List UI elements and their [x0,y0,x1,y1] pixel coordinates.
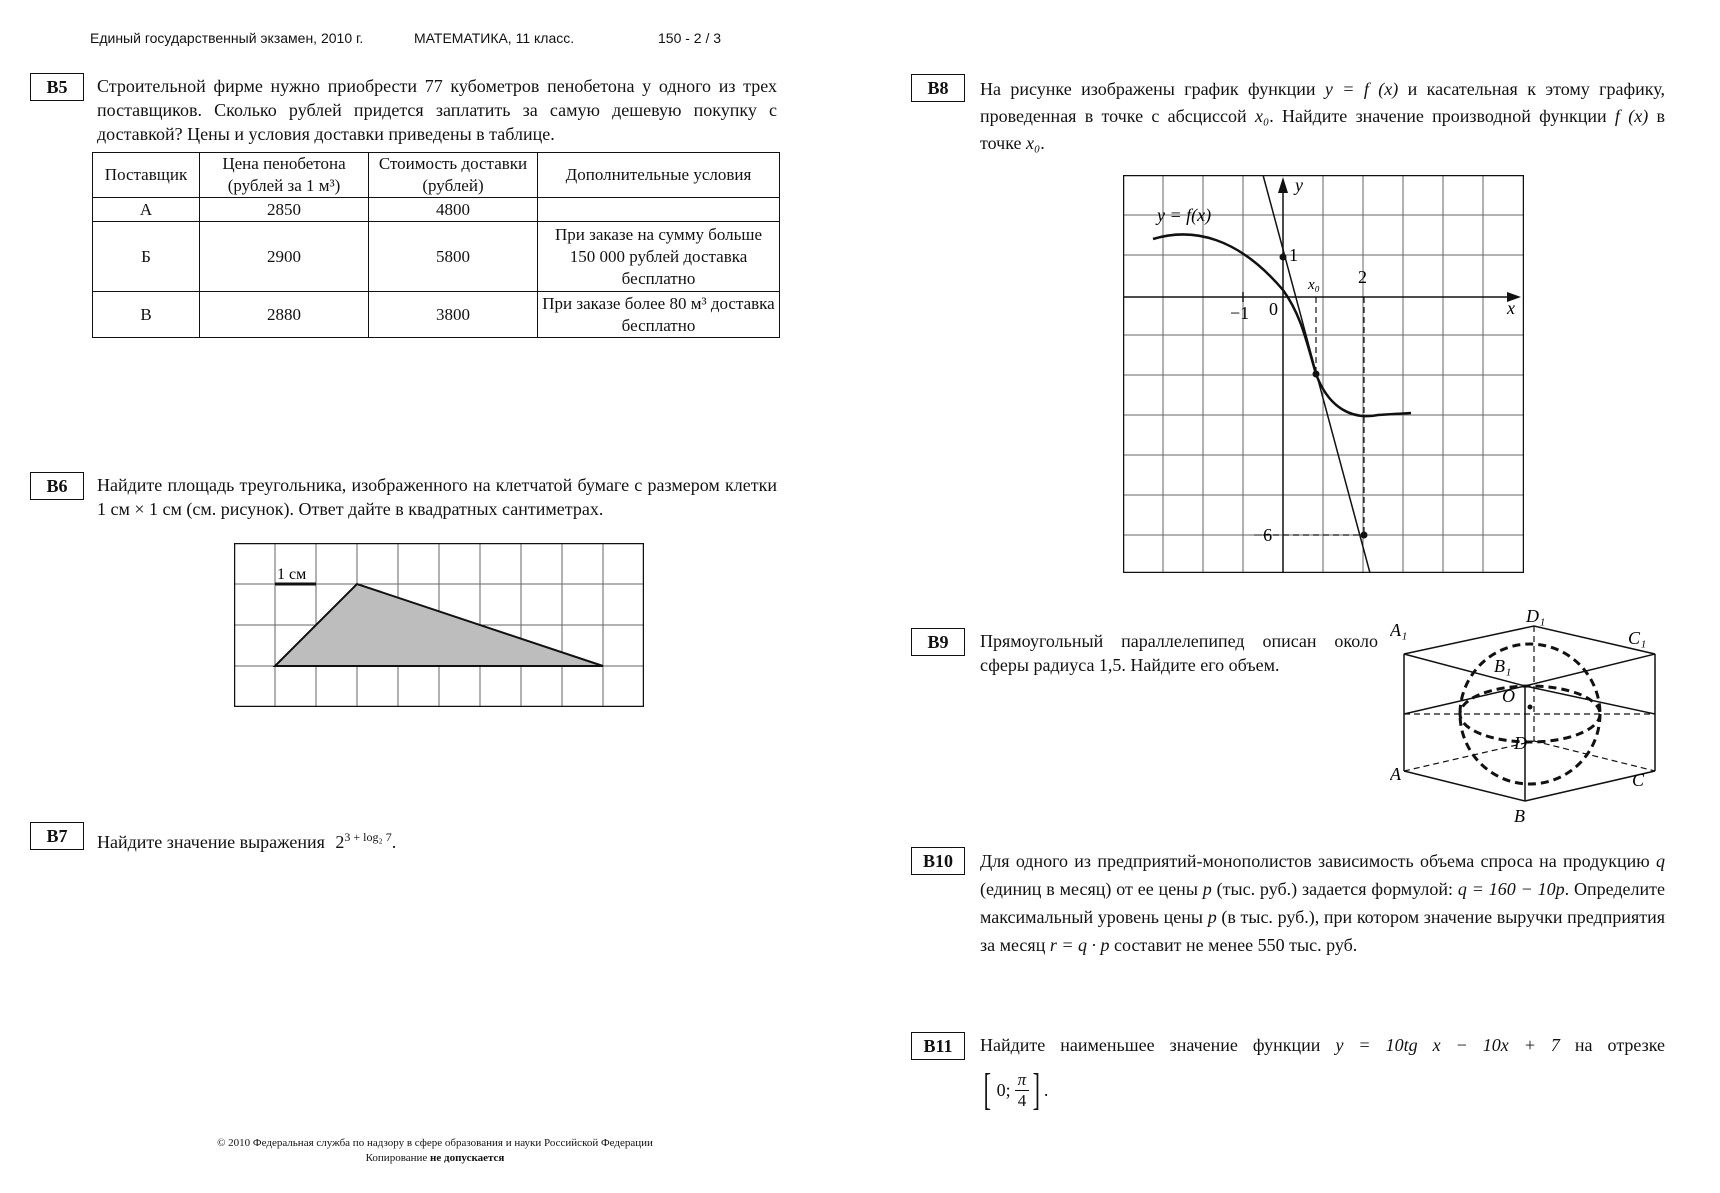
table-cell: При заказе более 80 м³ доставка бесплатно [538,292,780,338]
b7-text: Найдите значение выражения [97,832,325,852]
b10-text-2: (единиц в месяц) от ее цены [980,879,1198,899]
b10-text-5: (в тыс. руб.), при котором значение выручки предприятия за месяц [980,907,1666,955]
table-cell: 4800 [369,198,538,222]
b8-x0b: x₀ [1026,133,1041,153]
table-cell: 2880 [200,292,369,338]
point-b1: B₁ [1494,656,1512,676]
b9-text: Прямоугольный параллелепипед описан около сферы радиуса 1,5. Найдите его объем. [980,631,1378,675]
table-row [93,292,780,338]
table-cell: А [93,198,200,222]
b8-text: На рисунке изображены график функции y = f (x) и касательная к этому графику, проведенная в точке с абсциссой x₀. Найдите значение производной функции f (x) в точке x₀. [980,79,1666,153]
point-b: B [1514,806,1525,826]
b10-p2: p [1207,907,1217,927]
table-cell: В [93,292,200,338]
b10-text-3: (тыс. руб.) задается формулой: [1216,879,1454,899]
b8-text-1: На рисунке изображены график функции [980,79,1316,99]
table-cell [538,198,780,222]
b8-x0: x₀ [1254,106,1270,126]
tick-x0: x₀ [1308,277,1320,293]
segment-fraction [1015,1070,1030,1111]
b5-label: B5 [30,73,84,101]
b6-text: Найдите площадь треугольника, изображенного на клетчатой бумаге с размером клетки 1 см × 1 см (см. рисунок). Ответ дайте в квадратных сантиметрах. [97,475,777,519]
x-axis-label: x [1507,298,1515,318]
tick-minus6: −6 [1253,525,1273,545]
footer-copyright: © 2010 Федеральная служба по надзору в сфере образования и науки Российской Федерации [217,1137,653,1149]
expr-base: 2 [335,832,345,852]
b11-text-1: Найдите наименьшее значение функции [980,1035,1321,1055]
table-header-row [93,153,780,198]
b10-p: p [1202,879,1212,899]
table-cell: Б [93,222,200,292]
table-cell: 2900 [200,222,369,292]
tick-0: 0 [1269,299,1278,319]
b11-text [980,1033,1665,1057]
header-exam: Единый государственный экзамен, 2010 г. [90,30,364,46]
scale-label: 1 см [277,566,307,583]
b9-label: B9 [911,628,965,656]
b5-text: Строительной фирме нужно приобрести 77 кубометров пенобетона у одного из трех поставщиков. Сколько рублей придется заплатить за самую дешевую покупку с доставкой? Цены и условия доставки приведены в таблице. [97,76,777,144]
point-c1: C₁ [1628,628,1647,648]
point-d: D [1514,733,1527,753]
fraction-denominator: 4 [1017,1090,1027,1110]
table-row [93,222,780,292]
table-cell: 2850 [200,198,369,222]
function-curve [1153,234,1411,416]
b11-segment: [ 0; $\frac{\pi}{4}$ ] . [983,1065,1049,1114]
b11-text-2: на отрезке [1574,1035,1666,1055]
point-a: A [1390,764,1401,784]
fraction-numerator: π [1015,1070,1030,1091]
table-cell: При заказе на сумму больше 150 000 рублей доставка бесплатно [538,222,780,292]
b7-line [97,825,497,854]
b8-fx2: f (x) [1614,106,1649,126]
suppliers-table [92,152,780,338]
point-d1: D₁ [1526,606,1546,626]
derivative-graph [1123,175,1524,573]
b11-func: y = 10tg x − 10x + 7 [1335,1035,1560,1055]
header-subject: МАТЕМАТИКА, 11 класс. [414,30,575,46]
b6-label: B6 [30,472,84,500]
b10-label: B10 [911,847,965,875]
tick-2: 2 [1358,267,1367,287]
b10-r: r = q · p [1049,935,1110,955]
b10-text-6: составит не менее 550 тыс. руб. [1114,935,1358,955]
header-page: 150 - 2 / 3 [658,30,722,46]
b10-q: q [1656,851,1666,871]
tick-minus1: −1 [1230,303,1250,323]
b10-text [980,847,1665,959]
table-cell: 3800 [369,292,538,338]
b11-label: B11 [911,1032,965,1060]
footer-copy-forbidden: не допускается [430,1152,505,1164]
b7-expression: $2^{3 + log_2 7}$. [335,830,397,852]
segment-start: 0; [996,1079,1011,1100]
table-header: Дополнительные условия [538,153,780,198]
table-header: Поставщик [93,153,200,198]
b8-label: B8 [911,74,965,102]
b8-text-3: . Найдите значение производной функции [1269,106,1607,126]
point-c: C [1632,770,1645,790]
triangle-grid-figure [234,543,644,707]
curve-label: y = f(x) [1157,205,1212,225]
table-header: Цена пенобетона (рублей за 1 м³) [200,153,369,198]
expr-exponent: 3 + log₂ 7 [344,830,392,844]
b10-formula: q = 160 − 10p [1457,879,1565,899]
point-o: O [1502,686,1515,706]
b7-label: B7 [30,822,84,850]
b10-text-1: Для одного из предприятий-монополистов зависимость объема спроса на продукцию [980,851,1650,871]
table-header: Стоимость доставки (рублей) [369,153,538,198]
b8-fx: y = f (x) [1324,79,1399,99]
parallelepiped-figure [1390,606,1670,831]
tick-1: 1 [1289,245,1298,265]
footer-copy-label: Копирование [365,1152,428,1164]
b8-text-2: и касательная к этому графику, проведенная в точке с абсциссой [980,79,1666,126]
y-axis-label: y [1295,175,1303,195]
footer-copy-note [140,1152,730,1164]
b8-text-4: в точке [980,106,1665,153]
b10-text-4: . Определите максимальный уровень цены [980,879,1665,927]
table-row [93,198,780,222]
table-cell: 5800 [369,222,538,292]
point-a1: A₁ [1390,620,1408,640]
